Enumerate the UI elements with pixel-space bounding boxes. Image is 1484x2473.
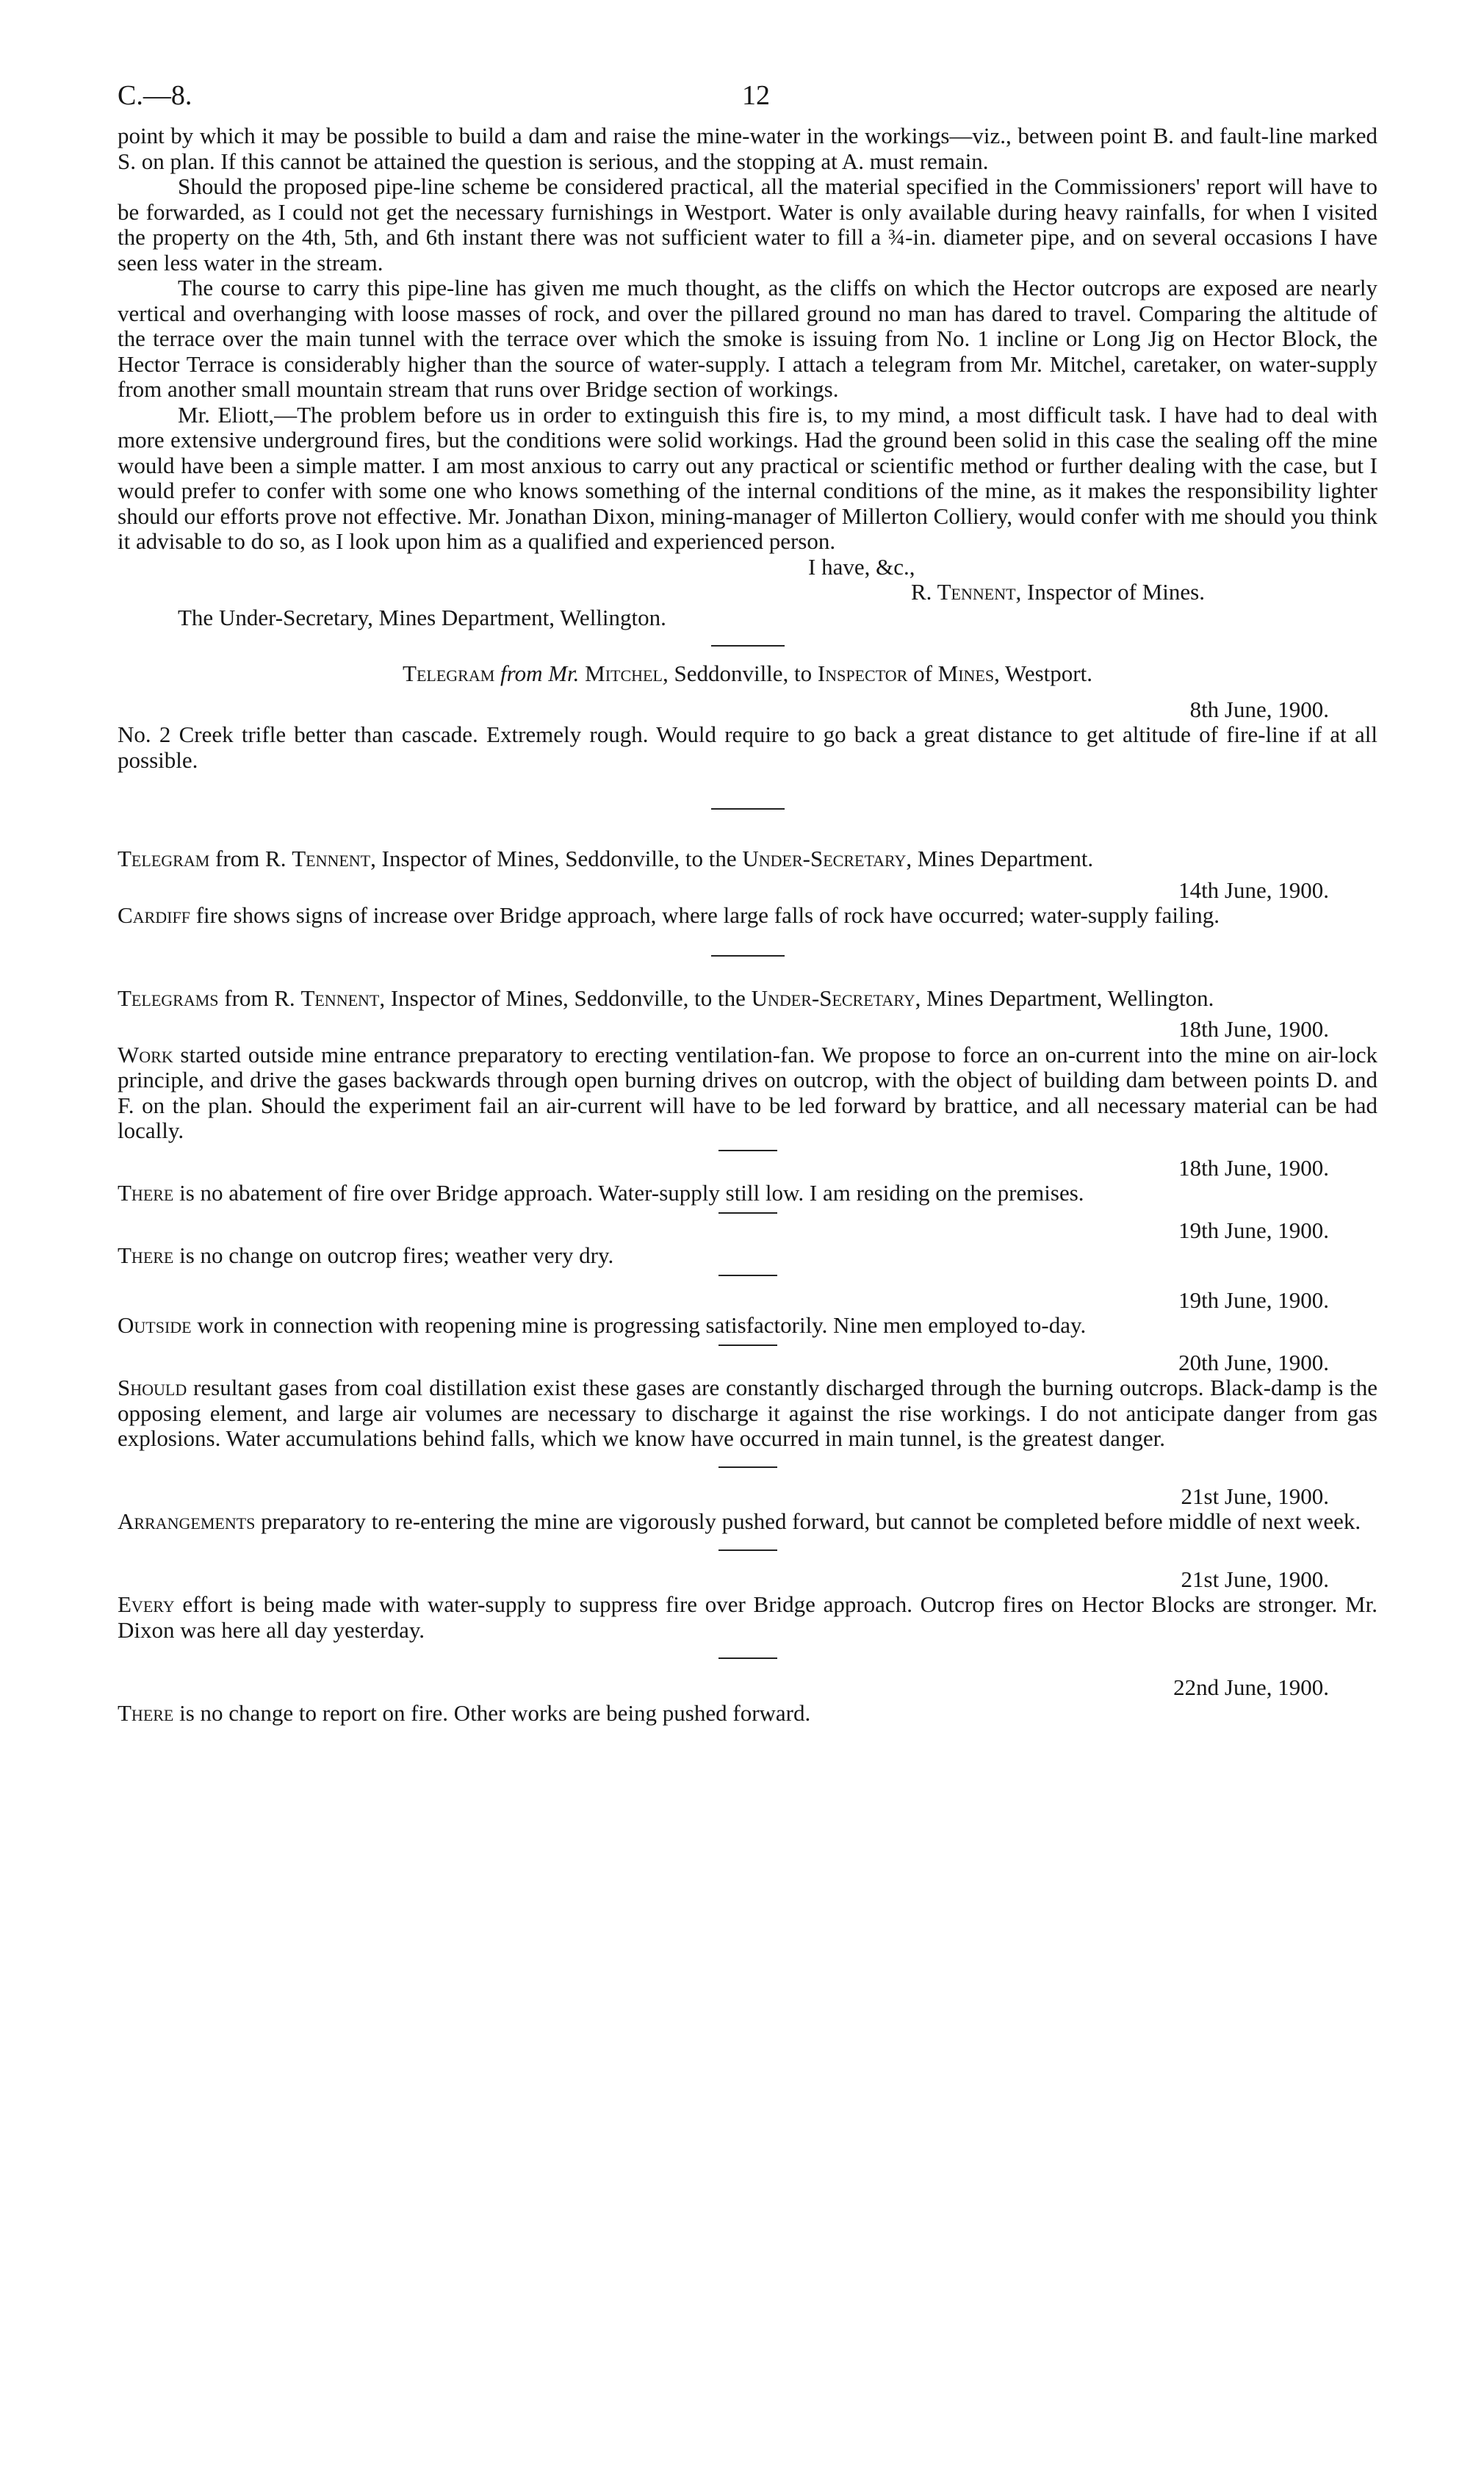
letter-addressee: The Under-Secretary, Mines Department, Wellington. — [178, 604, 666, 630]
lead-word: Work — [118, 1041, 173, 1068]
telegram-date: 8th June, 1900. — [1189, 696, 1329, 722]
telegram-heading — [118, 661, 1377, 687]
heading-word: , Mines Department. — [906, 846, 1094, 871]
telegram-date: 18th June, 1900. — [1178, 1154, 1329, 1181]
page-number: 12 — [742, 80, 770, 111]
telegrams-tennent-series — [118, 986, 1377, 1727]
telegram-date: 21st June, 1900. — [1181, 1566, 1329, 1592]
telegram-date: 22nd June, 1900. — [1173, 1674, 1329, 1700]
telegram-text — [118, 903, 1377, 929]
telegram-heading — [118, 986, 1377, 1012]
telegram-text — [118, 1701, 1377, 1727]
telegram-body: started outside mine entrance preparatory to erecting ventilation-fan. We propose to force an on-current into the mine on air-lock principle, and drive the gases backwards through open burning drives on outcrop, with the object of building dam between points D. and F. on the plan. Should the experiment fail an air-current will have to be led forward by brattice, and all necessary material can be had locally. — [118, 1041, 1377, 1143]
heading-word: of — [907, 660, 938, 686]
telegram-date: 19th June, 1900. — [1178, 1217, 1329, 1243]
signature-name: R. Tennent — [911, 579, 1016, 605]
heading-word: Under-Secretary — [742, 846, 907, 871]
lead-word: Should — [118, 1375, 187, 1400]
lead-word: There — [118, 1699, 174, 1726]
telegram-body: effort is being made with water-supply to suppress fire over Bridge approach. Outcrop fires on Hector Blocks are stronger. Mr. Dixon was here all day yesterday. — [118, 1591, 1377, 1643]
telegram-body: fire shows signs of increase over Bridge approach, where large falls of rock have occurred; water-supply failing. — [190, 902, 1220, 928]
heading-word: , Mines Department, Wellington. — [915, 984, 1214, 1011]
letter-body — [118, 123, 1377, 630]
lead-word: Arrangements — [118, 1508, 256, 1534]
heading-word: , Westport. — [994, 660, 1092, 686]
heading-word: Under-Secretary — [751, 984, 915, 1011]
telegram-text — [118, 1375, 1377, 1452]
heading-word: , Inspector of Mines, Seddonville, to the — [379, 984, 752, 1011]
document-page — [118, 79, 1377, 1726]
page-header — [118, 79, 1377, 123]
lead-word: There — [118, 1242, 174, 1268]
telegram-mitchel — [118, 661, 1377, 773]
lead-word: There — [118, 1180, 174, 1206]
telegram-date: 14th June, 1900. — [1178, 876, 1329, 903]
telegram-text: No. 2 Creek trifle better than cascade. Extremely rough. Would require to go back a great distance to get altitude of fire-line if at all possible. — [118, 721, 1377, 773]
heading-word: Tennent — [292, 846, 371, 871]
lead-word: Outside — [118, 1312, 192, 1338]
telegram-body: is no change on outcrop fires; weather very dry. — [173, 1242, 614, 1268]
entry-divider — [718, 1345, 777, 1346]
telegram-text — [118, 1043, 1377, 1144]
telegram-text — [118, 1243, 1377, 1269]
entry-divider — [718, 1466, 777, 1468]
heading-word: Tennent — [300, 984, 380, 1011]
telegram-body: is no change to report on fire. Other works are being pushed forward. — [173, 1699, 811, 1726]
telegram-text — [118, 1313, 1377, 1339]
heading-word: Telegrams — [118, 984, 219, 1011]
heading-word: from R. — [218, 984, 301, 1011]
entry-divider — [718, 1275, 777, 1276]
letter-paragraph: Mr. Eliott,—The problem before us in order to extinguish this fire is, to my mind, a most difficult task. I have had to deal with more extensive underground fires, but the conditions were solid workings. Had the ground been solid in this case the sealing off the mine would have been a simple matter. I am most anxious to carry out any practical or scientific method or further dealing with the case, but I would prefer to confer with some one who knows something of the internal conditions of the mine, as it makes the responsibility lighter should our efforts prove not effective. Mr. Jonathan Dixon, mining-manager of Millerton Colliery, would confer with me should you think it advisable to do so, as I look upon him as a qualified and experienced person. — [118, 401, 1377, 554]
telegram-text — [118, 1592, 1377, 1643]
telegram-date: 19th June, 1900. — [1178, 1286, 1329, 1313]
telegram-text — [118, 1509, 1377, 1535]
letter-closing: I have, &c., — [808, 553, 915, 580]
section-divider — [711, 955, 785, 957]
heading-word: , Inspector of Mines, Seddonville, to the — [370, 846, 743, 871]
document-reference: C.—8. — [118, 80, 192, 111]
telegram-date: 21st June, 1900. — [1181, 1483, 1329, 1509]
entry-divider — [718, 1150, 777, 1151]
telegram-date: 18th June, 1900. — [1178, 1016, 1329, 1042]
letter-signature — [118, 580, 1377, 605]
heading-word: Telegram — [118, 846, 210, 871]
telegram-body: preparatory to re-entering the mine are vigorously pushed forward, but cannot be completed before middle of next week. — [255, 1508, 1361, 1534]
entry-divider — [718, 1549, 777, 1551]
heading-word: Telegram — [403, 660, 495, 686]
entry-divider — [718, 1657, 777, 1659]
letter-paragraph: The course to carry this pipe-line has given me much thought, as the cliffs on which the Hector outcrops are exposed are nearly vertical and overhanging with loose masses of rock, and over the pillared ground no man has dared to travel. Comparing the altitude of the terrace over the main tunnel with the terrace over which the smoke is issuing from No. 1 incline or Long Jig on Hector Block, the Hector Terrace is considerably higher than the source of water-supply. I attach a telegram from Mr. Mitchel, caretaker, on water-supply from another small mountain stream that runs over Bridge section of workings. — [118, 275, 1377, 402]
telegram-date: 20th June, 1900. — [1178, 1349, 1329, 1375]
letter-paragraph: point by which it may be possible to build a dam and raise the mine-water in the workings—viz., between point B. and fault-line marked S. on plan. If this cannot be attained the question is serious, and the stopping at A. must remain. — [118, 123, 1377, 174]
telegram-body: work in connection with reopening mine is progressing satisfactorily. Nine men employed to-day. — [191, 1312, 1087, 1338]
entry-divider — [718, 1212, 777, 1214]
telegram-heading — [118, 846, 1377, 872]
section-divider — [711, 645, 785, 647]
heading-word: from R. — [209, 846, 292, 871]
letter-paragraph: Should the proposed pipe-line scheme be considered practical, all the material specified in the Commissioners' report will have to be forwarded, as I could not get the necessary furnishings in Westport. Water is only available during heavy rainfalls, for when I visited the property on the 4th, 5th, and 6th instant there was not sufficient water to fill a ¾-in. diameter pipe, and on several occasions I have seen less water in the stream. — [118, 173, 1377, 276]
heading-word: , Seddonville, to — [662, 660, 818, 686]
signature-title: , Inspector of Mines. — [1015, 579, 1205, 605]
lead-word: Cardiff — [118, 902, 190, 928]
heading-word: Mines — [937, 660, 995, 686]
telegram-body: resultant gases from coal distillation exist these gases are constantly discharged through the burning outcrops. Black-damp is the opposing element, and large air volumes are necessary to discharge it against the rise workings. I do not anticipate danger from gas explosions. Water accumulations behind falls, which we know have occurred in main tunnel, is the greatest danger. — [118, 1375, 1377, 1451]
telegram-body: is no abatement of fire over Bridge approach. Water-supply still low. I am residing on the premises. — [173, 1180, 1084, 1206]
telegram-tennent — [118, 846, 1377, 929]
section-divider — [711, 808, 785, 810]
lead-word: Every — [118, 1591, 175, 1617]
telegram-text — [118, 1181, 1377, 1206]
heading-word: Inspector — [817, 660, 908, 686]
heading-word: Mitchel — [585, 660, 663, 686]
heading-word: from Mr. — [494, 660, 586, 686]
